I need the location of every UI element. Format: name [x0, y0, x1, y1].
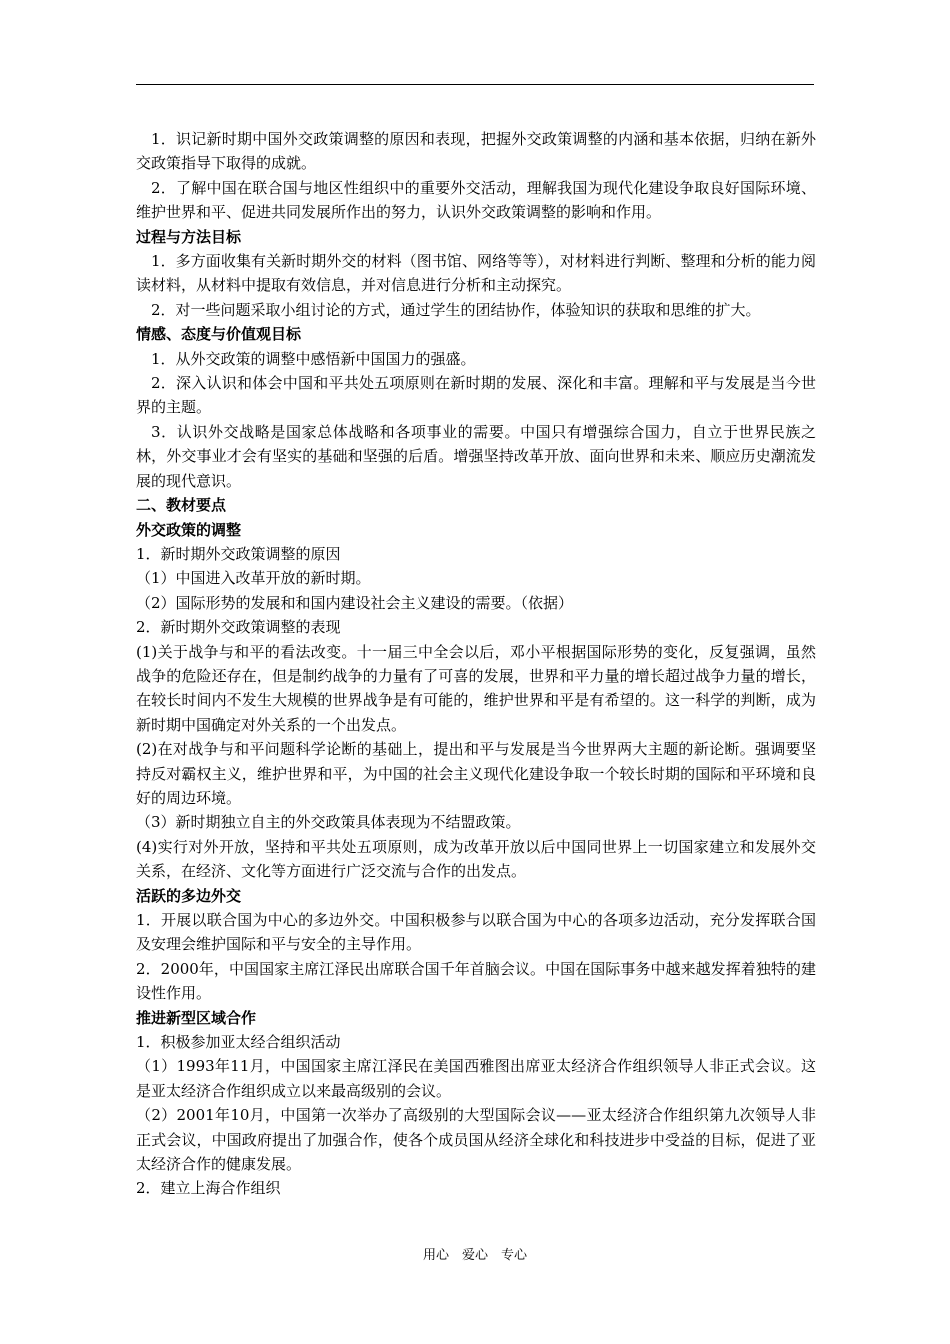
section-heading: 活跃的多边外交: [136, 886, 242, 905]
paragraph: （3）新时期独立自主的外交政策具体表现为不结盟政策。: [136, 813, 521, 832]
paragraph: (2)在对战争与和平问题科学论断的基础上，提出和平与发展是当今世界两大主题的新论断。强调要坚持反对霸权主义，维护世界和平，为中国的社会主义现代化建设争取一个较长时期的国际和平环境和良好的周边环境。: [136, 740, 816, 807]
paragraph: 3．认识外交战略是国家总体战略和各项事业的需要。中国只有增强综合国力，自立于世界民族之林，外交事业才会有坚实的基础和坚强的后盾。增强坚持改革开放、面向世界和未来、顺应历史潮流发展的现代意识。: [136, 422, 816, 490]
section-heading: 情感、态度与价值观目标: [136, 325, 302, 344]
paragraph: 2．新时期外交政策调整的表现: [136, 618, 341, 637]
document-body: [136, 127, 816, 1201]
paragraph: (4)实行对外开放，坚持和平共处五项原则，成为改革开放以后中国同世界上一切国家建立和发展外交关系，在经济、文化等方面进行广泛交流与合作的出发点。: [136, 837, 816, 881]
paragraph: （1）中国进入改革开放的新时期。: [136, 569, 371, 588]
paragraph: 1．新时期外交政策调整的原因: [136, 544, 341, 563]
paragraph: 2．深入认识和体会中国和平共处五项原则在新时期的发展、深化和丰富。理解和平与发展是当今世界的主题。: [136, 374, 816, 417]
paragraph: 2．建立上海合作组织: [136, 1179, 281, 1198]
paragraph: （1）1993年11月，中国国家主席江泽民在美国西雅图出席亚太经济合作组织领导人非正式会议。这是亚太经济合作组织成立以来最高级别的会议。: [136, 1057, 816, 1100]
paragraph: （2）2001年10月，中国第一次举办了高级别的大型国际会议——亚太经济合作组织第九次领导人非正式会议，中国政府提出了加强合作，使各个成员国从经济全球化和科技进步中受益的目标，促进了亚太经济合作的健康发展。: [136, 1106, 816, 1174]
paragraph: （2）国际形势的发展和和国内建设社会主义建设的需要。（依据）: [136, 593, 574, 612]
paragraph: 1．识记新时期中国外交政策调整的原因和表现，把握外交政策调整的内涵和基本依据，归纳在新外交政策指导下取得的成就。: [136, 130, 816, 173]
paragraph: 2．了解中国在联合国与地区性组织中的重要外交活动，理解我国为现代化建设争取良好国际环境、维护世界和平、促进共同发展所作出的努力，认识外交政策调整的影响和作用。: [136, 178, 816, 222]
section-heading: 二、教材要点: [136, 496, 227, 515]
paragraph: 1．开展以联合国为中心的多边外交。中国积极参与以联合国为中心的各项多边活动，充分发挥联合国及安理会维护国际和平与安全的主导作用。: [136, 911, 816, 954]
paragraph: 1．积极参加亚太经合组织活动: [136, 1033, 341, 1052]
section-heading: 过程与方法目标: [136, 227, 242, 246]
paragraph: 2．对一些问题采取小组讨论的方式，通过学生的团结协作，体验知识的获取和思维的扩大。: [151, 300, 761, 319]
section-heading: 推进新型区域合作: [136, 1008, 257, 1027]
page-footer: 用心 爱心 专心: [422, 1248, 527, 1263]
section-heading: 外交政策的调整: [136, 520, 242, 539]
paragraph: 1．多方面收集有关新时期外交的材料（图书馆、网络等等），对材料进行判断、整理和分析的能力阅读材料，从材料中提取有效信息，并对信息进行分析和主动探究。: [136, 252, 816, 295]
paragraph: 2．2000年，中国国家主席江泽民出席联合国千年首脑会议。中国在国际事务中越来越发挥着独特的建设性作用。: [136, 959, 816, 1003]
paragraph: 1．从外交政策的调整中感悟新中国国力的强盛。: [151, 349, 476, 368]
header-rule: [136, 84, 814, 85]
paragraph: (1)关于战争与和平的看法改变。十一届三中全会以后，邓小平根据国际形势的变化，反复强调，虽然战争的危险还存在，但是制约战争的力量有了可喜的发展，世界和平力量的增长超过战争力量的增长，在较长时间内不发生大规模的世界战争是有可能的，维护世界和平是有希望的。这一科学的判断，成为新时期中国确定对外关系的一个出发点。: [136, 642, 816, 734]
